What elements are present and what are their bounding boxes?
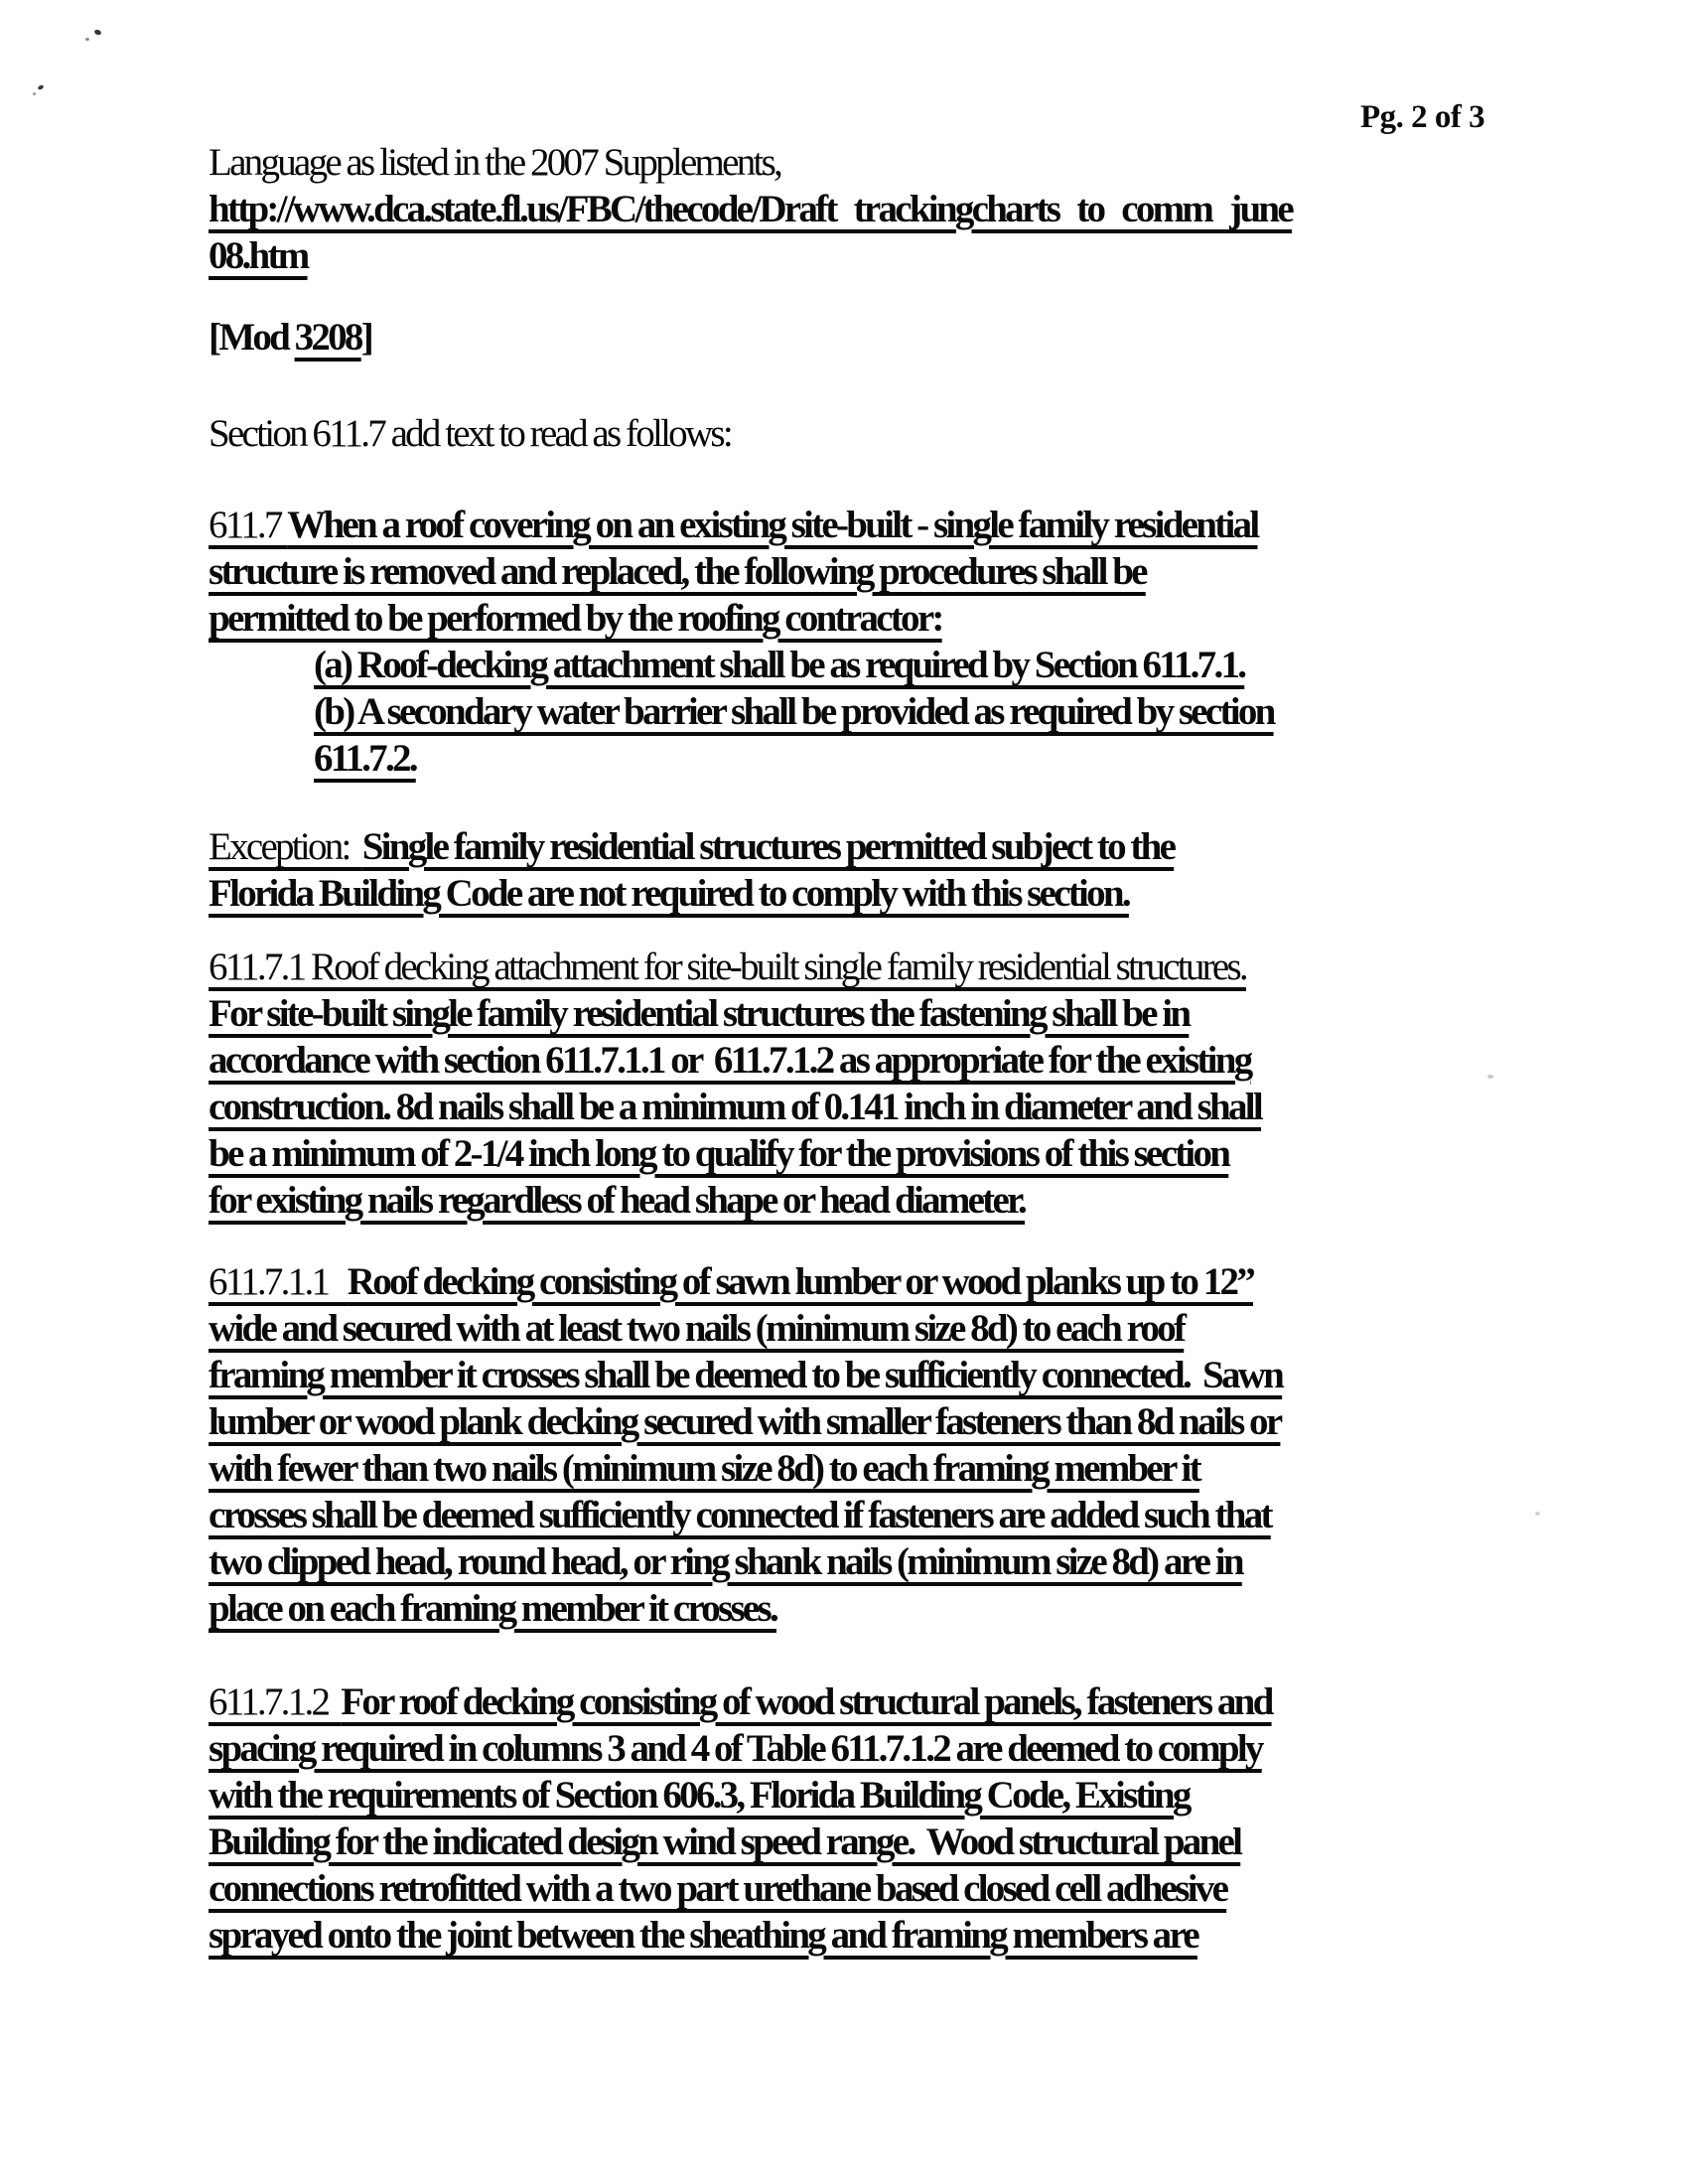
page-number-label: Pg. 2 of 3 <box>1360 99 1485 135</box>
section-number: 611.7 <box>209 504 288 546</box>
mod-suffix: ] <box>360 316 371 359</box>
text-line <box>209 1538 1688 1585</box>
paragraph-exception <box>209 823 1688 917</box>
scan-speck <box>93 29 101 36</box>
text-segment: When a roof covering on an existing site-built - single family residential <box>287 504 1258 546</box>
text-line <box>209 1305 1688 1352</box>
text-line <box>209 1445 1688 1492</box>
text-line <box>209 1912 1688 1959</box>
text-line <box>209 1819 1688 1865</box>
url-line-1 <box>209 186 1688 232</box>
text-segment: permitted to be performed by the roofing contractor: <box>209 597 942 640</box>
text-segment: spacing required in columns 3 and 4 of Table 611.7.1.2 are deemed to comply <box>209 1727 1262 1770</box>
mod-prefix: [Mod <box>209 316 295 359</box>
text-segment: Building for the indicated design wind speed range. Wood structural panel <box>209 1820 1241 1863</box>
section-number: 611.7.1.2 <box>209 1680 342 1723</box>
text-segment: Roof decking consisting of sawn lumber or wood planks up to 12” <box>347 1260 1253 1303</box>
text-line <box>209 1177 1688 1224</box>
scan-speck <box>33 92 36 95</box>
text-line <box>209 1352 1688 1398</box>
text-line <box>209 990 1688 1037</box>
url-line-2 <box>209 232 1688 279</box>
hyperlink-text: 08.htm <box>209 234 308 277</box>
text-line <box>209 944 1688 990</box>
text-segment: sprayed onto the joint between the sheathing and framing members are <box>209 1914 1197 1957</box>
intro-line <box>209 139 1688 186</box>
text-line <box>209 823 1688 870</box>
text-segment: For site-built single family residential structures the fastening shall be in <box>209 992 1190 1035</box>
text-line <box>209 1492 1688 1538</box>
text-segment: connections retrofitted with a two part urethane based closed cell adhesive <box>209 1867 1227 1910</box>
text-line <box>209 1084 1688 1130</box>
document-body <box>209 139 1688 1959</box>
text-line <box>209 1037 1688 1084</box>
text-line <box>209 1258 1688 1305</box>
list-item-a <box>209 642 1688 688</box>
text-segment: construction. 8d nails shall be a minimum of 0.141 inch in diameter and shall <box>209 1086 1261 1128</box>
text-segment: Florida Building Code are not required to comply with this section. <box>209 872 1129 915</box>
text-line <box>209 735 1688 782</box>
paragraph-611-7-1-2 <box>209 1678 1688 1959</box>
text-line <box>209 870 1688 917</box>
text-segment: lumber or wood plank decking secured with smaller fasteners than 8d nails or <box>209 1400 1281 1443</box>
text-segment: structure is removed and replaced, the following procedures shall be <box>209 550 1146 593</box>
section-intro-line <box>209 410 1688 457</box>
scan-speck <box>85 38 89 41</box>
text-segment: accordance with section 611.7.1.1 or 611.7.1.2 as appropriate for the existing <box>209 1039 1251 1082</box>
text-segment: (a) Roof-decking attachment shall be as required by Section 611.7.1. <box>314 644 1245 686</box>
paragraph-611-7 <box>209 502 1688 782</box>
text-segment: for existing nails regardless of head shape or head diameter. <box>209 1179 1026 1222</box>
text-line <box>209 548 1688 595</box>
text-line <box>209 1130 1688 1177</box>
text-line <box>209 502 1688 548</box>
text-segment: with fewer than two nails (minimum size 8d) to each framing member it <box>209 1447 1199 1490</box>
text-segment: wide and secured with at least two nails (minimum size 8d) to each roof <box>209 1307 1185 1350</box>
section-number: 611.7.1.1 <box>209 1260 348 1303</box>
text-segment: be a minimum of 2-1/4 inch long to qualify for the provisions of this section <box>209 1132 1229 1175</box>
scan-speck <box>37 84 44 90</box>
text-segment: framing member it crosses shall be deemed to be sufficiently connected. Sawn <box>209 1354 1283 1396</box>
text-segment: place on each framing member it crosses. <box>209 1587 776 1630</box>
text-line <box>209 1585 1688 1632</box>
text-segment: with the requirements of Section 606.3, Florida Building Code, Existing <box>209 1774 1190 1817</box>
section-heading-text: 611.7.1 Roof decking attachment for site-built single family residential structures. <box>209 946 1246 988</box>
text-segment: (b) A secondary water barrier shall be provided as required by section <box>314 690 1274 733</box>
text-line <box>209 1772 1688 1819</box>
section-intro-text: Section 611.7 add text to read as follows: <box>209 412 731 455</box>
text-segment: For roof decking consisting of wood structural panels, fasteners and <box>341 1680 1272 1723</box>
text-segment: two clipped head, round head, or ring shank nails (minimum size 8d) are in <box>209 1540 1242 1583</box>
text-line <box>209 1725 1688 1772</box>
exception-label: Exception: <box>209 825 362 868</box>
paragraph-611-7-1-1 <box>209 1258 1688 1632</box>
text-line <box>209 595 1688 642</box>
intro-text: Language as listed in the 2007 Supplements, <box>209 141 781 184</box>
text-line <box>209 1865 1688 1912</box>
mod-number: 3208 <box>294 316 361 359</box>
text-segment: Single family residential structures permitted subject to the <box>361 825 1175 868</box>
text-segment: 611.7.2. <box>314 737 416 780</box>
text-line <box>209 1398 1688 1445</box>
hyperlink-text: http://www.dca.state.fl.us/FBC/thecode/Draft trackingcharts to comm june <box>209 188 1292 230</box>
mod-reference-line <box>209 314 1688 361</box>
paragraph-611-7-1 <box>209 944 1688 1224</box>
text-line <box>209 1678 1688 1725</box>
text-segment: crosses shall be deemed sufficiently connected if fasteners are added such that <box>209 1494 1271 1536</box>
list-item-b <box>209 688 1688 735</box>
